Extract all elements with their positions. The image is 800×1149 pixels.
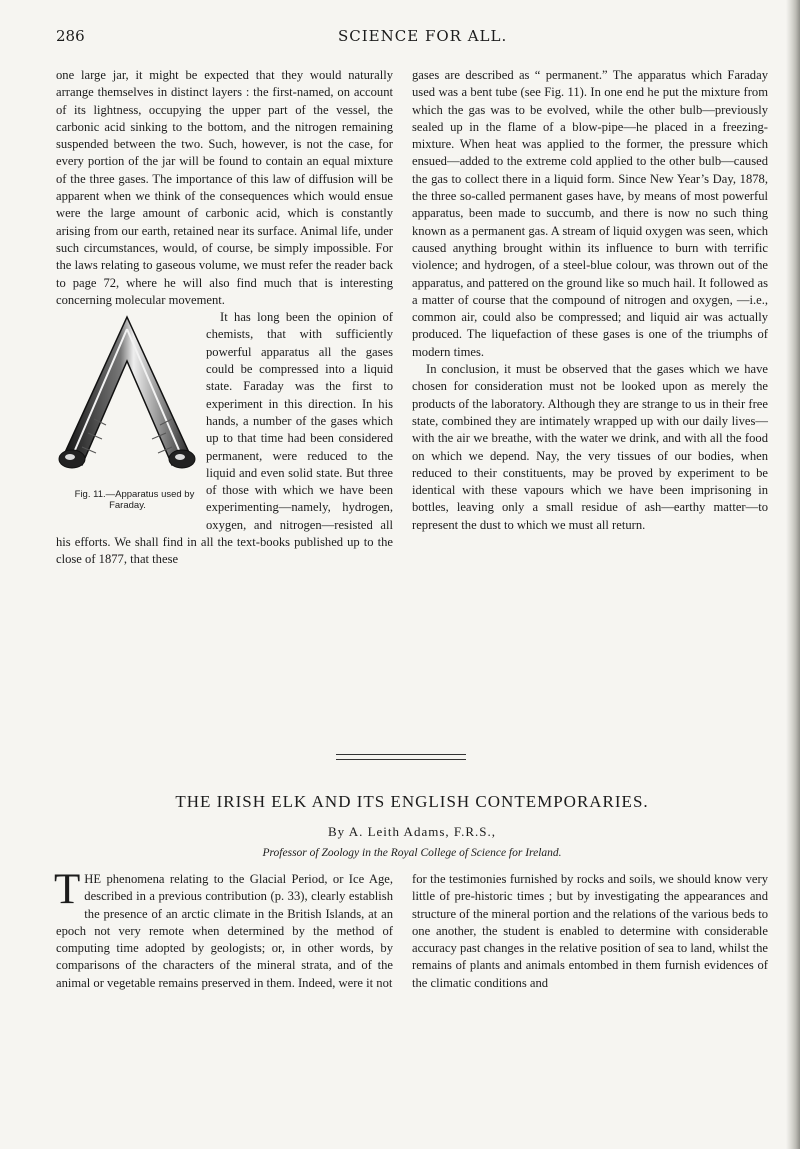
paragraph: gases are described as “ permanent.” The apparatus which Faraday used was a bent tube (see Fig. 11). In one end he put the mixture from which the gas was to be evolved, while the other bulb—previously sealed up in the flame of a blow-pipe—he placed in a freezing-mixture. When heat was applied to the former, the pressure which ensued—added to the extreme cold applied to the other bulb—caused the gas to collect there in a liquid form. Since New Year’s Day, 1878, the three so-called permanent gases have, by means of most powerful apparatus, been made to succumb, and there is now no such thing known as a permanent gas. A stream of liquid oxygen was seen, which caused anything brought within its influence to burn with terrific violence; and hydrogen, of a steel-blue colour, was thrown out of the apparatus, and pattered on the ground like so much hail. It followed as a matter of course that the compound of nitrogen and oxygen, —i.e., common air, could also be compressed; and liquid air was actually produced. The liquefaction of these gases is one of the triumphs of modern times. [412, 68, 768, 359]
column-right-top [412, 67, 768, 534]
column-right-bottom [412, 871, 768, 992]
article-title: THE IRISH ELK AND ITS ENGLISH CONTEMPORARIES. [175, 792, 649, 811]
page-edge-shadow [786, 0, 800, 1149]
column-left-top [56, 67, 393, 569]
section-divider [336, 754, 466, 755]
page-header [0, 27, 790, 57]
column-left-bottom [54, 866, 393, 992]
page-number: 286 [56, 27, 85, 45]
paragraph: one large jar, it might be expected that they would naturally arrange themselves in distinct layers : the first-named, on account of its lightness, occupying the upper part of the vessel, the carbonic acid sinking to the bottom, and the nitrogen remaining suspended between the two. Such, however, is not the case, for every portion of the jar will be found to contain an equal mixture of the three gases. The importance of this law of diffusion will be apparent when we think of the consequences which would ensue were the large amount of carbonic acid, which is constantly arising from our earth, retained near its surface. Animal life, under such circumstances, would, of course, be simply impossible. For the laws relating to gaseous volume, we must refer the reader back to page 72, where he will also find much that is interesting concerning molecular movement. [56, 68, 393, 307]
figure-caption: Fig. 11.—Apparatus used by Faraday. [74, 489, 195, 512]
paragraph-text: It has long been the opinion of chemists, that with sufficiently powerful apparatus all the gases could be compressed into a liquid state. Faraday was the first to experiment in this direction. In his hands, a number of the gases which up to that time had been considered permanent, were reduced to the liquid and even solid state. But three of those with which we have been experimenting—namely, hydrogen, oxygen, and nitrogen—resisted all his efforts. We shall find in all the text-books published up to the close of 1877, that these [56, 310, 393, 567]
figure-11 [54, 309, 201, 517]
drop-cap: T [54, 866, 81, 913]
running-head: SCIENCE FOR ALL. [338, 27, 508, 45]
paragraph [54, 866, 393, 992]
paragraph: In conclusion, it must be observed that the gases which we have chosen for consideration must not be looked upon as merely the products of the laboratory. Although they are strange to us in their free state, combined they are intimately wrapped up with our daily lives—with the air we breathe, with the water we drink, and with all the food on which we depend. Nay, the very tissues of our bodies, when reduced to their constituents, may be proved by experiment to be identical with these vapours which we have been imprisoning in bottles, leaving only a small residue of ash—earthy matter—to represent the dust to which we must all return. [412, 362, 768, 532]
byline: By A. Leith Adams, F.R.S., [328, 824, 496, 839]
paragraph: for the testimonies furnished by rocks and soils, we should know very little of pre-historic times ; but by investigating the appearances and structure of the mineral portion and the relations of the various beds to one another, the student is enabled to determine with considerable accuracy past changes in the relative position of sea to land, whilst the remains of plants and animals entombed in them furnish evidences of the climatic conditions and [412, 872, 768, 990]
paragraph-text: HE phenomena relating to the Glacial Period, or Ice Age, described in a previous contribution (p. 33), clearly establish the presence of an arctic climate in the British Islands, at an epoch not very remote when determined by the method of computing time adopted by geologists; or, in other words, by comparisons of the characters of the mineral strata, and of the animal or vegetable remains preserved in them. Indeed, were it not [56, 872, 393, 990]
bent-tube-apparatus-icon [54, 309, 201, 489]
affiliation: Professor of Zoology in the Royal College of Science for Ireland. [262, 847, 562, 859]
section-divider [336, 759, 466, 760]
paragraph [56, 309, 393, 568]
